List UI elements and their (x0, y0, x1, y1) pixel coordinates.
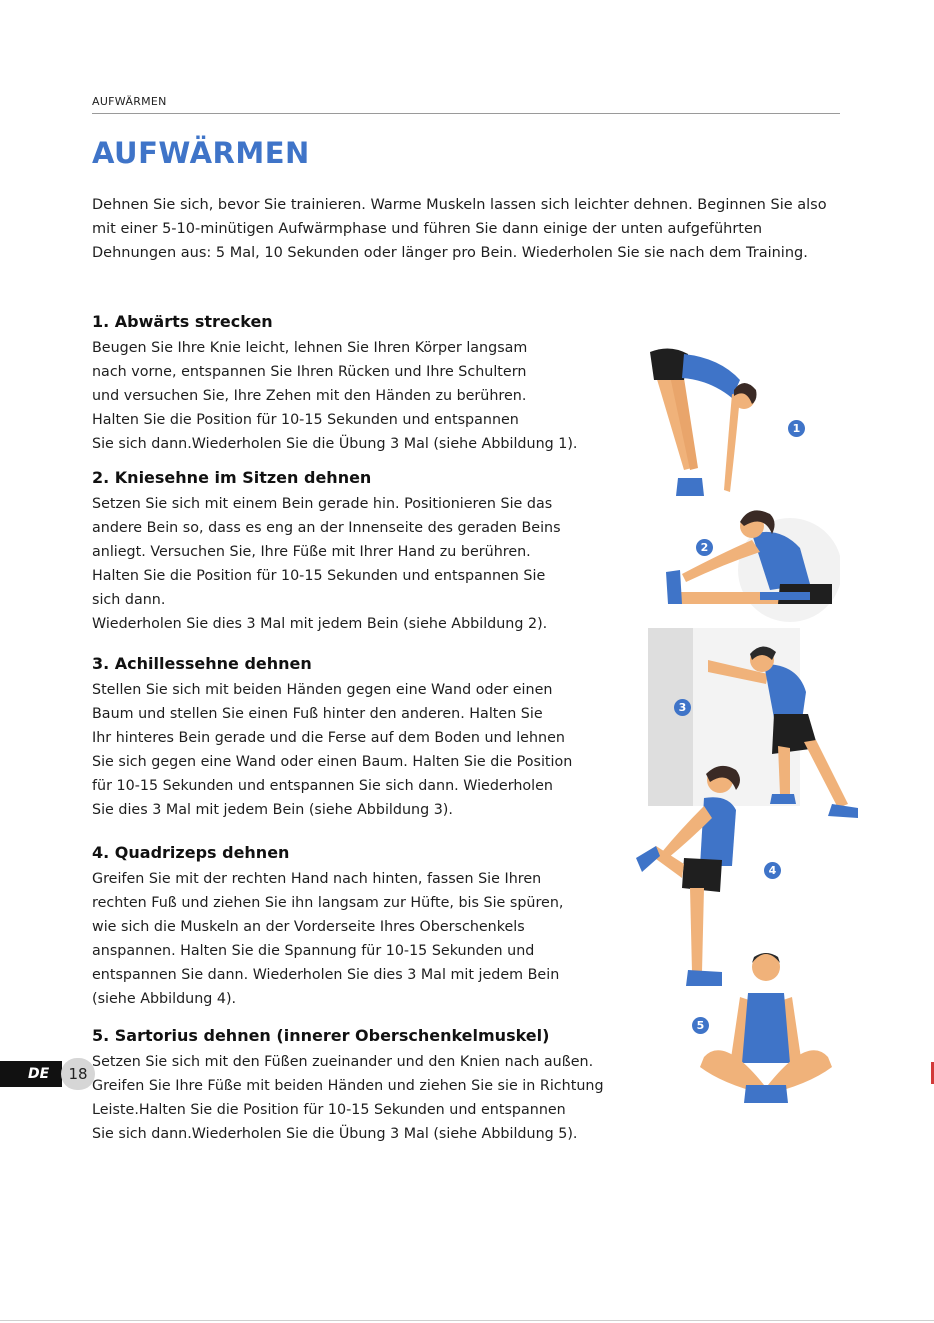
figure-5-badge: 5 (692, 1017, 709, 1034)
figure-2-bent-leg (760, 592, 810, 600)
figure-3-front-leg (778, 746, 790, 794)
figure-3-badge: 3 (674, 699, 691, 716)
section-body: Setzen Sie sich mit den Füßen zueinander und den Knien nach außen. Greifen Sie Ihre Füße mit beiden Händen und ziehen Sie sie in Richtung Leiste.Halten Sie die Position für 10-15 Sekunden und entspannen Sie sich dann.Wiederholen Sie die Übung 3 Mal (siehe Abbildung 5). (92, 1054, 604, 1142)
figure-4-shorts (682, 858, 722, 892)
section-achillessehne (92, 653, 652, 822)
figure-1-top (682, 354, 740, 398)
figure-2-badge: 2 (696, 539, 713, 556)
section-heading: 1. Abwärts strecken (92, 312, 273, 331)
section-body: Stellen Sie sich mit beiden Händen gegen eine Wand oder einen Baum und stellen Sie einen Fuß hinter den anderen. Halten Sie Ihr hinteres Bein gerade und die Ferse auf dem Boden und lehnen Sie sich gegen eine Wand oder einen Baum. Halten Sie die Position für 10-15 Sekunden und entspannen Sie sich dann. Wiederholen Sie dies 3 Mal mit jedem Bein (siehe Abbildung 3). (92, 682, 573, 818)
section-heading: 5. Sartorius dehnen (innerer Oberschenkelmuskel) (92, 1026, 550, 1045)
section-quadrizeps (92, 842, 652, 1011)
figure-5-tank-top (742, 993, 790, 1063)
page-number: 18 (61, 1058, 95, 1090)
section-body: Greifen Sie mit der rechten Hand nach hinten, fassen Sie Ihren rechten Fuß und ziehen Sie ihn langsam zur Hüfte, bis Sie spüren, wie sich die Muskeln an der Vorderseite Ihres Oberschenkels anspannen. Halten Sie die Spannung für 10-15 Sekunden und entspannen Sie dann. Wiederholen Sie dies 3 Mal mit jedem Bein (siehe Abbildung 4). (92, 871, 564, 1007)
figure-4-top (700, 797, 736, 866)
figure-3-back-shoe (828, 804, 858, 818)
intro-paragraph: Dehnen Sie sich, bevor Sie trainieren. Warme Muskeln lassen sich leichter dehnen. Beginnen Sie also mit einer 5-10-minütigen Aufwärmphase und führen Sie dann einige der unten aufgeführten Dehnungen aus: 5 Mal, 10 Sekunden oder länger pro Bein. Wiederholen Sie sie nach dem Training. (92, 197, 827, 261)
figure-5-feet (744, 1085, 788, 1103)
section-kniesehne (92, 467, 652, 636)
section-heading: 3. Achillessehne dehnen (92, 654, 312, 673)
language-tab: DE (0, 1061, 62, 1087)
figure-3-front-shoe (770, 794, 796, 804)
figure-4-badge: 4 (764, 862, 781, 879)
figure-1-arms (724, 394, 740, 492)
header-divider (92, 113, 840, 114)
section-heading: 2. Kniesehne im Sitzen dehnen (92, 468, 372, 487)
figure-1-badge: 1 (788, 420, 805, 437)
figure-4-raised-shoe (636, 846, 660, 872)
figure-2-seated-hamstring (660, 500, 840, 625)
page-title: AUFWÄRMEN (92, 136, 310, 170)
figure-5-butterfly-stretch (694, 945, 839, 1110)
section-heading: 4. Quadrizeps dehnen (92, 843, 290, 862)
figure-2-foot (666, 570, 682, 604)
section-sartorius (92, 1025, 682, 1146)
section-body: Beugen Sie Ihre Knie leicht, lehnen Sie Ihren Körper langsam nach vorne, entspannen Sie Ihren Rücken und Ihre Schultern und versuchen Sie, Ihre Zehen mit den Händen zu berühren. Halten Sie die Position für 10-15 Sekunden und entspannen Sie sich dann.Wiederholen Sie die Übung 3 Mal (siehe Abbildung 1). (92, 340, 578, 452)
section-abwaerts-strecken (92, 311, 652, 456)
figure-1-legs (656, 376, 704, 496)
figure-3-back-leg (804, 740, 848, 808)
bottom-divider (0, 1320, 934, 1321)
running-header: AUFWÄRMEN (92, 95, 167, 108)
section-body: Setzen Sie sich mit einem Bein gerade hin. Positionieren Sie das andere Bein so, dass es eng an der Innenseite des geraden Beins anliegt. Versuchen Sie, Ihre Füße mit Ihrer Hand zu berühren. Halten Sie die Position für 10-15 Sekunden und entspannen Sie sich dann. Wiederholen Sie dies 3 Mal mit jedem Bein (siehe Abbildung 2). (92, 496, 561, 632)
figure-1-forward-bend (640, 340, 760, 505)
